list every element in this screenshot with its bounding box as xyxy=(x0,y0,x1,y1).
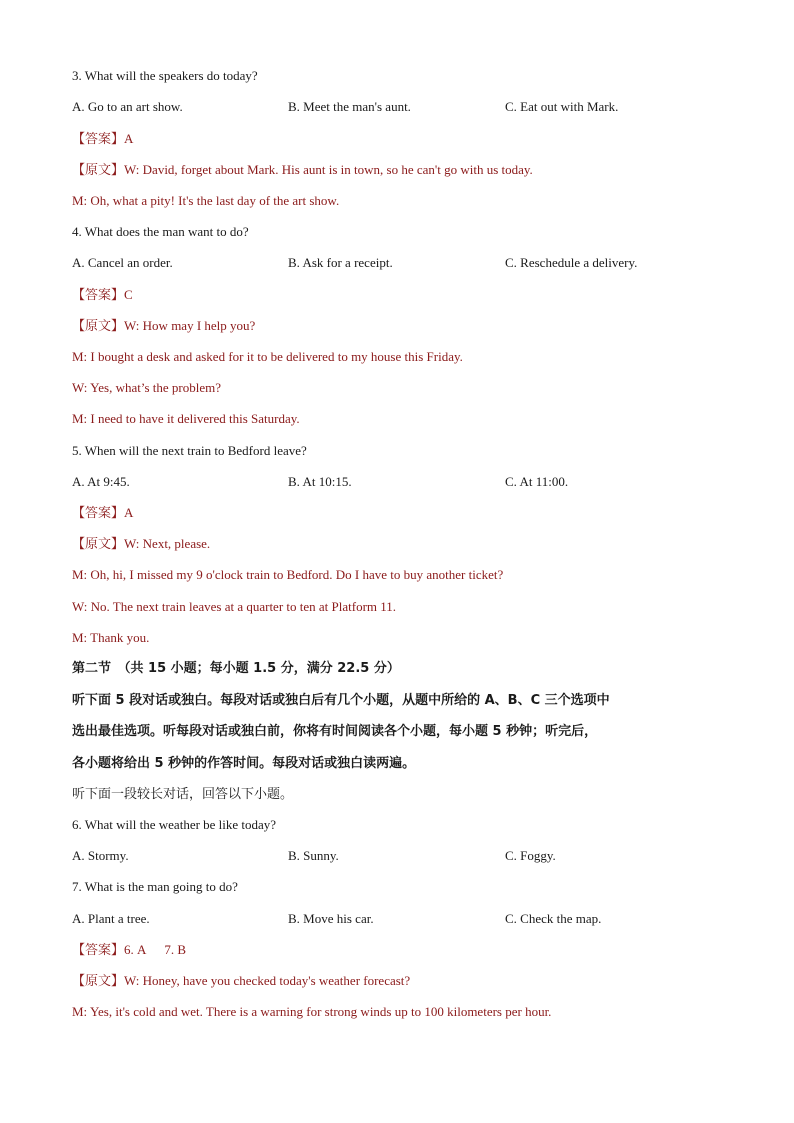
q7-answer: 7. B xyxy=(164,942,187,957)
section-2-instructions-2: 选出最佳选项。听每段对话或独白前，你将有时间阅读各个小题，每小题 5 秒钟；听完后， xyxy=(72,724,598,739)
q5-option-a: A. At 9:45. xyxy=(72,474,130,489)
q7-transcript-line-2: M: Yes, it's cold and wet. There is a warning for strong winds up to 100 kilometers per hour. xyxy=(72,1004,552,1019)
q5-transcript-text-1: W: Next, please. xyxy=(124,536,211,551)
q5-option-c: C. At 11:00. xyxy=(505,474,569,489)
q4-transcript-line-1 xyxy=(72,318,255,335)
section-2-instructions-1: 听下面 5 段对话或独白。每段对话或独白后有几个小题，从题中所给的 A、B、C 三个选项中 xyxy=(72,693,610,708)
q6-answer: 6. A xyxy=(124,942,147,957)
question-3: 3. What will the speakers do today? xyxy=(72,68,258,83)
q5-transcript-line-4: M: Thank you. xyxy=(72,630,150,645)
q4-answer-line xyxy=(72,287,133,304)
section-2-intro: 听下面一段较长对话，回答以下小题。 xyxy=(72,787,294,802)
section-2-heading: 第二节 （共 15 小题；每小题 1.5 分，满分 22.5 分） xyxy=(72,661,400,676)
answer-tag: 【答案】 xyxy=(72,943,125,958)
answer-tag: 【答案】 xyxy=(72,132,125,147)
q3-option-b: B. Meet the man's aunt. xyxy=(288,99,411,114)
q6-option-a: A. Stormy. xyxy=(72,848,129,863)
q6-option-c: C. Foggy. xyxy=(505,848,556,863)
q3-option-c: C. Eat out with Mark. xyxy=(505,99,619,114)
q5-transcript-line-2: M: Oh, hi, I missed my 9 o'clock train to Bedford. Do I have to buy another ticket? xyxy=(72,567,504,582)
q4-option-a: A. Cancel an order. xyxy=(72,255,173,270)
section-2-instructions-3: 各小题将给出 5 秒钟的作答时间。每段对话或独白读两遍。 xyxy=(72,756,416,771)
answer-tag: 【答案】 xyxy=(72,506,125,521)
q5-answer: A xyxy=(124,505,134,520)
q5-transcript-line-3: W: No. The next train leaves at a quarter to ten at Platform 11. xyxy=(72,599,397,614)
q4-transcript-line-2: M: I bought a desk and asked for it to be delivered to my house this Friday. xyxy=(72,349,463,364)
q4-option-c: C. Reschedule a delivery. xyxy=(505,255,638,270)
transcript-tag: 【原文】 xyxy=(72,163,125,178)
transcript-tag: 【原文】 xyxy=(72,974,125,989)
transcript-tag: 【原文】 xyxy=(72,319,125,334)
q7-option-c: C. Check the map. xyxy=(505,911,602,926)
question-6: 6. What will the weather be like today? xyxy=(72,817,277,832)
q3-transcript-text-1: W: David, forget about Mark. His aunt is in town, so he can't go with us today. xyxy=(124,162,533,177)
q6-option-b: B. Sunny. xyxy=(288,848,339,863)
q4-transcript-line-4: M: I need to have it delivered this Saturday. xyxy=(72,411,300,426)
q7-option-a: A. Plant a tree. xyxy=(72,911,150,926)
q3-answer-line xyxy=(72,131,133,148)
answer-tag: 【答案】 xyxy=(72,288,125,303)
transcript-tag: 【原文】 xyxy=(72,537,125,552)
q3-answer: A xyxy=(124,131,134,146)
q3-option-a: A. Go to an art show. xyxy=(72,99,183,114)
question-4: 4. What does the man want to do? xyxy=(72,224,249,239)
q7-transcript-text-1: W: Honey, have you checked today's weather forecast? xyxy=(124,973,411,988)
q3-transcript-line-2: M: Oh, what a pity! It's the last day of the art show. xyxy=(72,193,340,208)
q7-option-b: B. Move his car. xyxy=(288,911,374,926)
question-5: 5. When will the next train to Bedford leave? xyxy=(72,443,307,458)
q5-answer-line xyxy=(72,505,133,522)
question-7: 7. What is the man going to do? xyxy=(72,879,238,894)
q7-transcript-line-1 xyxy=(72,973,410,990)
q4-answer: C xyxy=(124,287,133,302)
q4-option-b: B. Ask for a receipt. xyxy=(288,255,393,270)
q6-q7-answer-line xyxy=(72,942,186,959)
q5-transcript-line-1 xyxy=(72,536,210,553)
q4-transcript-line-3: W: Yes, what’s the problem? xyxy=(72,380,221,395)
q5-option-b: B. At 10:15. xyxy=(288,474,352,489)
q3-transcript-line-1 xyxy=(72,162,533,179)
q4-transcript-text-1: W: How may I help you? xyxy=(124,318,256,333)
